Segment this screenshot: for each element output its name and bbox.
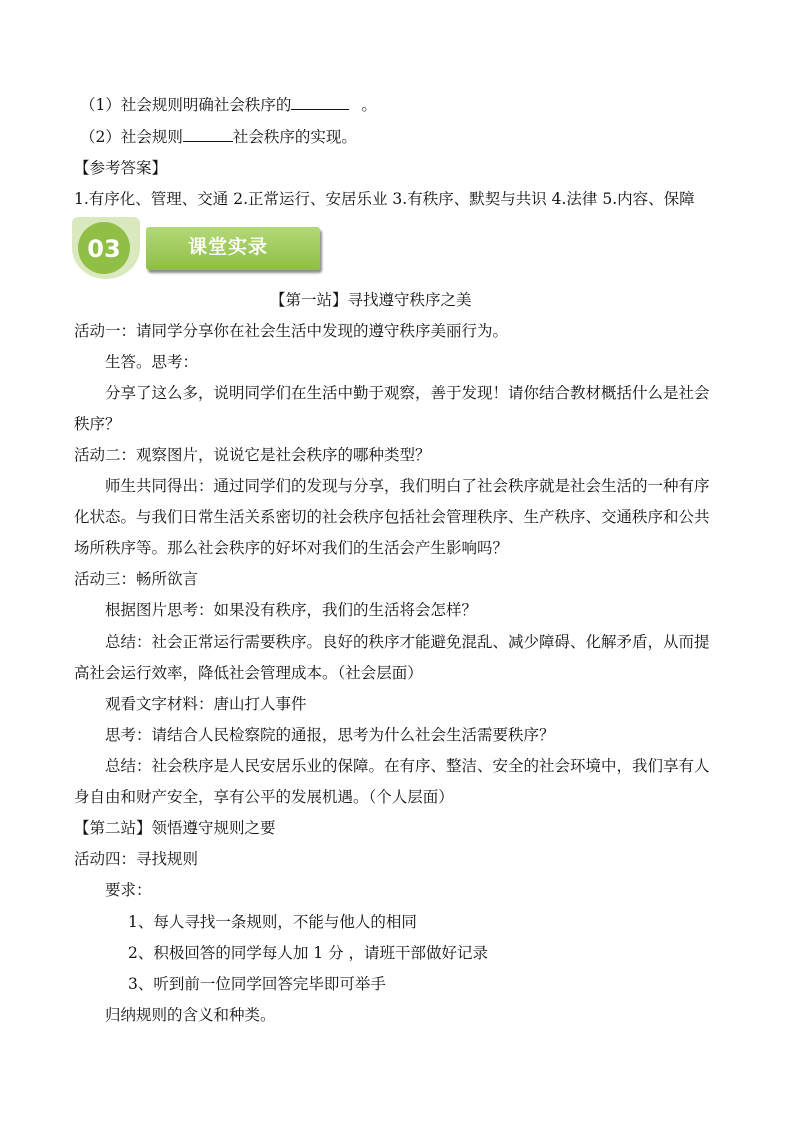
activity-2: 活动二：观察图片，说说它是社会秩序的哪种类型？	[74, 446, 431, 464]
section-number-badge	[71, 216, 141, 280]
para-1-line-2: 秩序？	[74, 415, 121, 433]
para-2-line-2: 化状态。与我们日常生活关系密切的社会秩序包括社会管理秩序、生产秩序、交通秩序和公共	[74, 508, 710, 526]
question-1-prefix: （1）社会规则明确社会秩序的	[80, 96, 292, 114]
section-title-bar	[146, 227, 320, 270]
activity-1: 活动一：请同学分享你在社会生活中发现的遵守秩序美丽行为。	[74, 322, 509, 340]
summary-2-line-2: 身自由和财产安全，享有公平的发展机遇。（个人层面）	[74, 788, 454, 806]
answer-blank-1	[291, 95, 349, 110]
summary-1-line-1: 总结：社会正常运行需要秩序。良好的秩序才能避免混乱、减少障碍、化解矛盾，从而提	[105, 633, 710, 651]
answer-heading: 【参考答案】	[74, 159, 168, 177]
material: 观看文字材料：唐山打人事件	[105, 695, 307, 713]
section-number: 03	[87, 235, 121, 263]
think-1: 根据图片思考：如果没有秩序，我们的生活将会怎样？	[105, 601, 478, 619]
summary-2-line-1: 总结：社会秩序是人民安居乐业的保障。在有序、整洁、安全的社会环境中，我们享有人	[105, 757, 710, 775]
answer-blank-2	[183, 127, 233, 142]
station-2-title: 【第二站】领悟遵守规则之要	[74, 819, 276, 837]
requirements-label: 要求：	[105, 881, 152, 899]
question-2	[80, 127, 357, 147]
think-2: 思考：请结合人民检察院的通报，思考为什么社会生活需要秩序？	[105, 726, 555, 744]
requirement-1: 1、每人寻找一条规则，不能与他人的相同	[128, 913, 417, 931]
answer-text: 1.有序化、管理、交通 2.正常运行、安居乐业 3.有秩序、默契与共识 4.法律 5.内容、保障	[74, 190, 695, 208]
requirement-3: 3、听到前一位同学回答完毕即可举手	[128, 975, 386, 993]
conclusion: 归纳规则的含义和种类。	[105, 1006, 276, 1024]
question-2-prefix: （2）社会规则	[80, 128, 183, 146]
requirement-2: 2、积极回答的同学每人加 1 分 ，请班干部做好记录	[128, 944, 489, 962]
section-title: 课堂实录	[188, 236, 269, 258]
station-1-title: 【第一站】寻找遵守秩序之美	[270, 291, 472, 309]
para-1-line-1: 分享了这么多，说明同学们在生活中勤于观察，善于发现！请你结合教材概括什么是社会	[105, 384, 710, 402]
question-1	[80, 95, 377, 115]
summary-1-line-2: 高社会运行效率，降低社会管理成本。（社会层面）	[74, 664, 423, 682]
reply-1: 生答。思考：	[105, 353, 199, 371]
para-2-line-1: 师生共同得出：通过同学们的发现与分享，我们明白了社会秩序就是社会生活的一种有序	[105, 477, 710, 495]
activity-4: 活动四：寻找规则	[74, 850, 199, 868]
question-1-suffix: 。	[361, 96, 377, 114]
activity-3: 活动三：畅所欲言	[74, 570, 199, 588]
question-2-suffix: 社会秩序的实现。	[232, 128, 357, 146]
para-2-line-3: 场所秩序等。那么社会秩序的好坏对我们的生活会产生影响吗？	[74, 539, 509, 557]
